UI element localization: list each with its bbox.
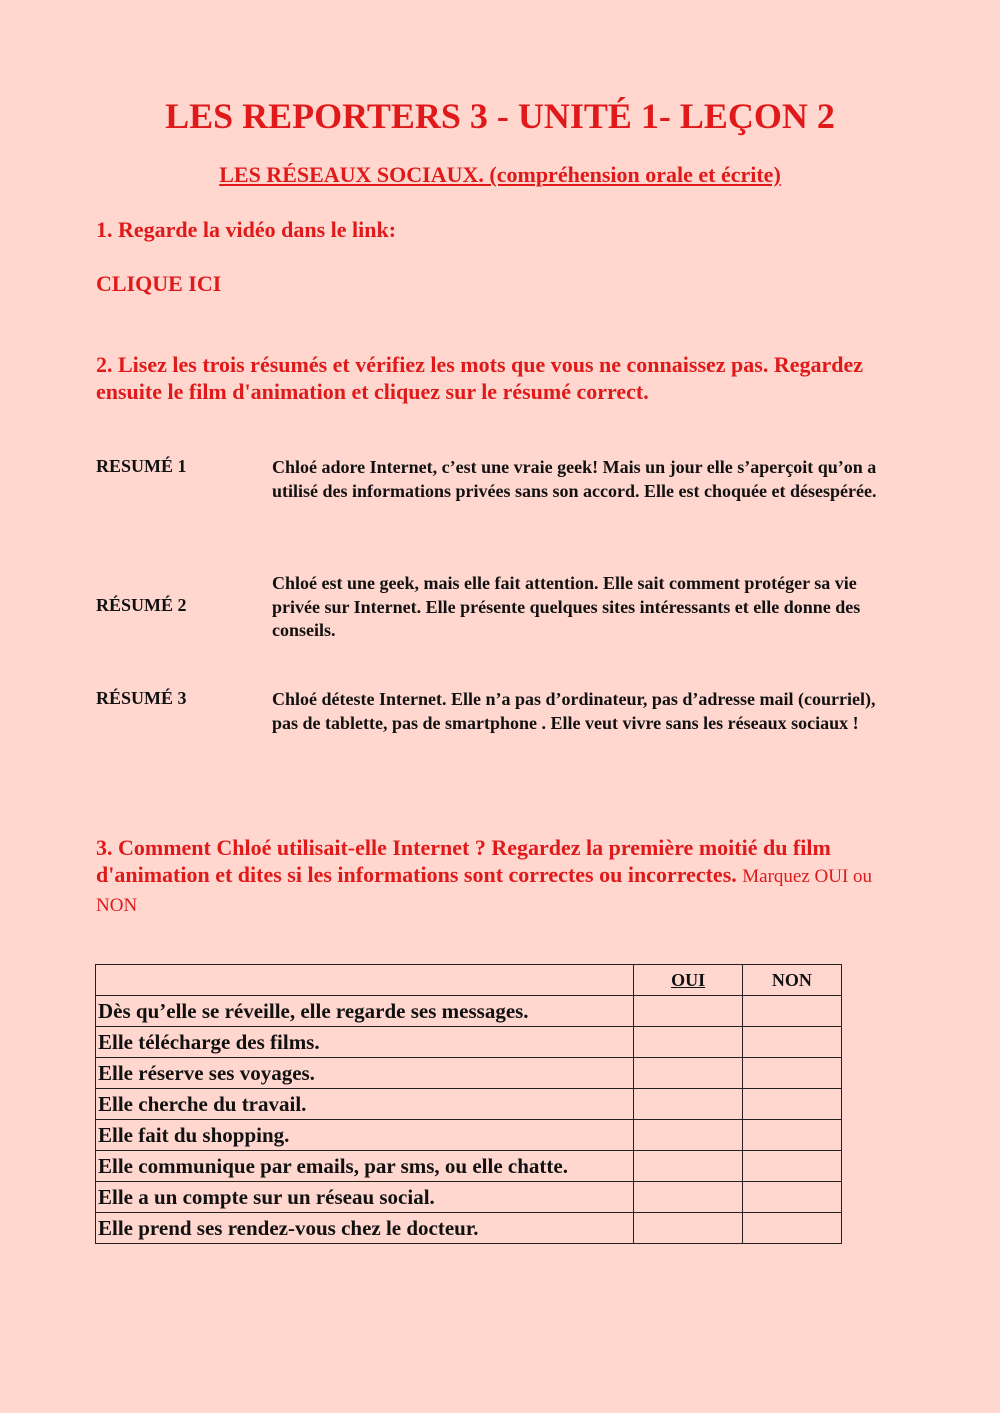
resume-3-label: RÉSUMÉ 3: [96, 688, 187, 708]
oui-cell[interactable]: [634, 1120, 742, 1151]
resume-2-option[interactable]: Chloé est une geek, mais elle fait attention. Elle sait comment protéger sa vie privée sur Internet. Elle présente quelques sites intéressants et elle donne des conseils.: [272, 573, 861, 640]
table-row: [96, 1151, 842, 1182]
header-oui-label: OUI: [671, 969, 706, 990]
table-row: [96, 1213, 842, 1244]
question-2: 2. Lisez les trois résumés et vérifiez les mots que vous ne connaissez pas. Regardez ensuite le film d'animation et cliquez sur le résumé correct.: [96, 352, 864, 404]
table-row: [96, 1120, 842, 1151]
video-link[interactable]: CLIQUE ICI: [96, 271, 222, 296]
resume-3-option[interactable]: Chloé déteste Internet. Elle n’a pas d’ordinateur, pas d’adresse mail (courriel), pas de tablette, pas de smartphone . Elle veut vivre sans les réseaux sociaux !: [272, 689, 876, 733]
resume-1-label: RESUMÉ 1: [96, 456, 187, 476]
question-3: [96, 834, 916, 919]
oui-cell[interactable]: [634, 1089, 742, 1120]
header-oui: [634, 965, 742, 996]
non-cell[interactable]: [742, 1089, 841, 1120]
resume-1-option[interactable]: Chloé adore Internet, c’est une vraie geek! Mais un jour elle s’aperçoit qu’on a utilisé des informations privées sans son accord. Elle est choquée et désespérée.: [272, 457, 877, 501]
non-cell[interactable]: [742, 996, 841, 1027]
question-3-note: Marquez OUI ou NON: [96, 866, 873, 916]
table-row: [96, 1058, 842, 1089]
table-row: [96, 1027, 842, 1058]
statement-cell: Elle télécharge des films.: [96, 1027, 634, 1058]
table-header-row: [96, 965, 842, 996]
statement-cell: Elle prend ses rendez-vous chez le docteur.: [96, 1213, 634, 1244]
statement-cell: Elle réserve ses voyages.: [96, 1058, 634, 1089]
table-row: [96, 996, 842, 1027]
statement-cell: Elle a un compte sur un réseau social.: [96, 1182, 634, 1213]
non-cell[interactable]: [742, 1120, 841, 1151]
non-cell[interactable]: [742, 1213, 841, 1244]
non-cell[interactable]: [742, 1182, 841, 1213]
oui-cell[interactable]: [634, 1058, 742, 1089]
non-cell[interactable]: [742, 1058, 841, 1089]
table-row: [96, 1089, 842, 1120]
table-row: [96, 1182, 842, 1213]
oui-cell[interactable]: [634, 1182, 742, 1213]
non-cell[interactable]: [742, 1027, 841, 1058]
header-statement: [96, 965, 634, 996]
resume-2-label: RÉSUMÉ 2: [96, 595, 187, 615]
question-3-text: 3. Comment Chloé utilisait-elle Internet ? Regardez la première moitié du film d'animation et dites si les informations sont correctes ou incorrectes.: [96, 835, 831, 887]
question-1: 1. Regarde la vidéo dans le link:: [96, 217, 397, 242]
statement-cell: Dès qu’elle se réveille, elle regarde ses messages.: [96, 996, 634, 1027]
oui-cell[interactable]: [634, 996, 742, 1027]
oui-cell[interactable]: [634, 1151, 742, 1182]
statement-cell: Elle fait du shopping.: [96, 1120, 634, 1151]
oui-cell[interactable]: [634, 1027, 742, 1058]
non-cell[interactable]: [742, 1151, 841, 1182]
oui-non-table: [95, 964, 842, 1244]
page-subtitle: LES RÉSEAUX SOCIAUX. (compréhension orale et écrite): [219, 162, 781, 187]
page-title: LES REPORTERS 3 - UNITÉ 1- LEÇON 2: [165, 96, 835, 136]
statement-cell: Elle communique par emails, par sms, ou elle chatte.: [96, 1151, 634, 1182]
statement-cell: Elle cherche du travail.: [96, 1089, 634, 1120]
header-non: NON: [742, 965, 841, 996]
oui-cell[interactable]: [634, 1213, 742, 1244]
